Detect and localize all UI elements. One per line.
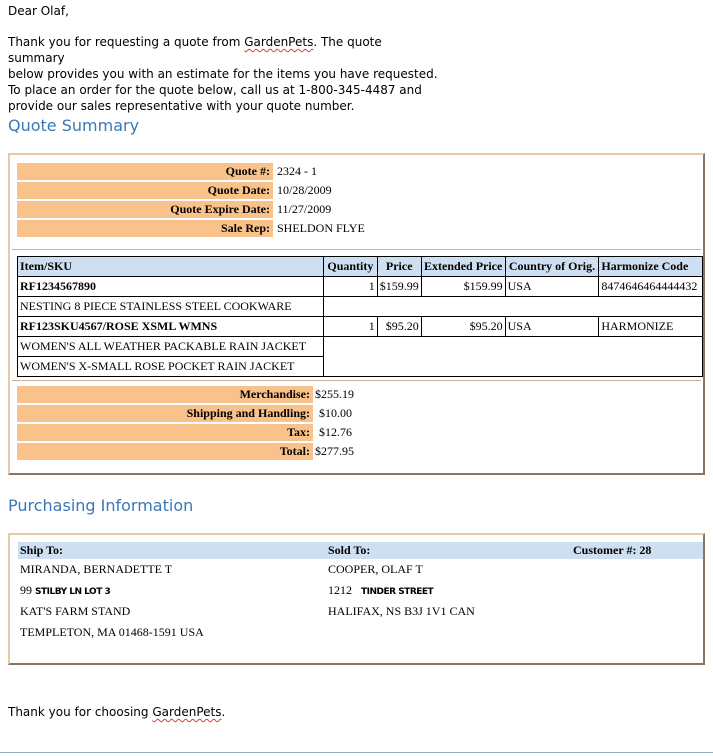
purchasing-header-row [18, 542, 703, 559]
table-row [18, 277, 703, 297]
sold-to-name: COOPER, OLAF T [328, 562, 423, 576]
sold-to-city: HALIFAX, NS B3J 1V1 CAN [328, 604, 475, 618]
table-row [18, 317, 703, 337]
total-label: Total: [17, 443, 313, 460]
closing-brand: GardenPets [152, 705, 222, 719]
divider [12, 380, 701, 381]
merchandise-row [17, 386, 357, 403]
quote-date-row [17, 182, 368, 199]
intro-line-3: To place an order for the quote below, call us at 1-800-345-4487 and [8, 83, 422, 97]
closing-line [8, 705, 225, 719]
item-description: NESTING 8 PIECE STAINLESS STEEL COOKWARE [18, 297, 324, 317]
quote-expire-label: Quote Expire Date: [17, 201, 273, 218]
intro-line-4: provide our sales representative with your quote number. [8, 99, 355, 113]
sold-to-street [326, 580, 571, 601]
shipping-row [17, 405, 357, 422]
item-quantity: 1 [324, 277, 378, 297]
item-extended-price: $95.20 [421, 317, 505, 337]
quote-summary-heading: Quote Summary [8, 116, 140, 135]
merchandise-value: $255.19 [315, 387, 354, 401]
ship-to-street-number: 99 [20, 583, 32, 597]
col-extended-price: Extended Price [421, 257, 505, 277]
item-country: USA [505, 317, 599, 337]
ship-to-city: TEMPLETON, MA 01468-1591 USA [20, 625, 204, 639]
item-quantity: 1 [324, 317, 378, 337]
tax-label: Tax: [17, 424, 313, 441]
sale-rep-label: Sale Rep: [17, 220, 273, 237]
item-price: $95.20 [377, 317, 421, 337]
address-row [18, 622, 703, 643]
item-description: WOMEN'S X-SMALL ROSE POCKET RAIN JACKET [18, 357, 324, 377]
item-harmonize-code: HARMONIZE [599, 317, 703, 337]
item-sku: RF1234567890 [18, 277, 324, 297]
ship-to-name: MIRANDA, BERNADETTE T [20, 562, 173, 576]
item-price: $159.99 [377, 277, 421, 297]
sold-to-street-name: TINDER STREET [361, 587, 434, 597]
quote-number-row [17, 163, 368, 180]
intro-line-2: below provides you with an estimate for the items you have requested. [8, 67, 438, 81]
table-row [18, 297, 703, 317]
intro-line-1-pre: Thank you for requesting a quote from [8, 35, 245, 49]
item-harmonize-code: 8474646464444432 [599, 277, 703, 297]
tax-value: $12.76 [319, 425, 352, 439]
quote-expire-row [17, 201, 368, 218]
ship-to-street [18, 580, 326, 601]
purchasing-info-heading: Purchasing Information [8, 496, 194, 515]
customer-number-label: Customer #: 28 [571, 542, 703, 559]
item-country: USA [505, 277, 599, 297]
col-harmonize-code: Harmonize Code [599, 257, 703, 277]
table-row [18, 337, 703, 357]
col-quantity: Quantity [324, 257, 378, 277]
sold-to-label: Sold To: [326, 542, 571, 559]
sold-to-street-number: 1212 [328, 583, 352, 597]
col-item-sku: Item/SKU [18, 257, 324, 277]
col-country: Country of Orig. [505, 257, 599, 277]
merchandise-label: Merchandise: [17, 386, 313, 403]
shipping-value: $10.00 [319, 406, 352, 420]
shipping-label: Shipping and Handling: [17, 405, 313, 422]
intro-letter [8, 3, 438, 114]
quote-date-value: 10/28/2009 [277, 183, 332, 197]
total-row [17, 443, 357, 460]
sale-rep-value: SHELDON FLYE [277, 221, 365, 235]
brand-name: GardenPets [244, 35, 314, 49]
ship-to-company: KAT'S FARM STAND [20, 604, 131, 618]
purchasing-info-box [8, 533, 705, 665]
quote-date-label: Quote Date: [17, 182, 273, 199]
empty-cell [324, 337, 703, 377]
total-value: $277.95 [315, 444, 354, 458]
quote-number-label: Quote #: [17, 163, 273, 180]
item-extended-price: $159.99 [421, 277, 505, 297]
closing-pre: Thank you for choosing [8, 705, 153, 719]
address-row [18, 559, 703, 580]
greeting: Dear Olaf, [8, 4, 69, 18]
intro-line-1-post: . The quote summary [8, 35, 382, 65]
item-sku: RF123SKU4567/ROSE XSML WMNS [18, 317, 324, 337]
quote-summary-box [8, 153, 705, 475]
ship-to-label: Ship To: [18, 542, 326, 559]
items-header-row [18, 257, 703, 277]
totals-table [17, 384, 357, 462]
quote-info-table [17, 161, 368, 239]
closing-post: . [221, 705, 226, 719]
address-row [18, 580, 703, 601]
col-price: Price [377, 257, 421, 277]
divider [12, 249, 701, 250]
quote-number-value: 2324 - 1 [277, 164, 317, 178]
ship-to-street-name: STILBY LN LOT 3 [35, 587, 111, 597]
sale-rep-row [17, 220, 368, 237]
intro-line-1 [8, 34, 438, 66]
quote-expire-value: 11/27/2009 [277, 202, 332, 216]
purchasing-table [18, 542, 703, 643]
bottom-rule [0, 752, 713, 753]
address-row [18, 601, 703, 622]
items-table [17, 256, 703, 377]
tax-row [17, 424, 357, 441]
item-description: WOMEN'S ALL WEATHER PACKABLE RAIN JACKET [18, 337, 324, 357]
empty-cell [324, 297, 703, 317]
